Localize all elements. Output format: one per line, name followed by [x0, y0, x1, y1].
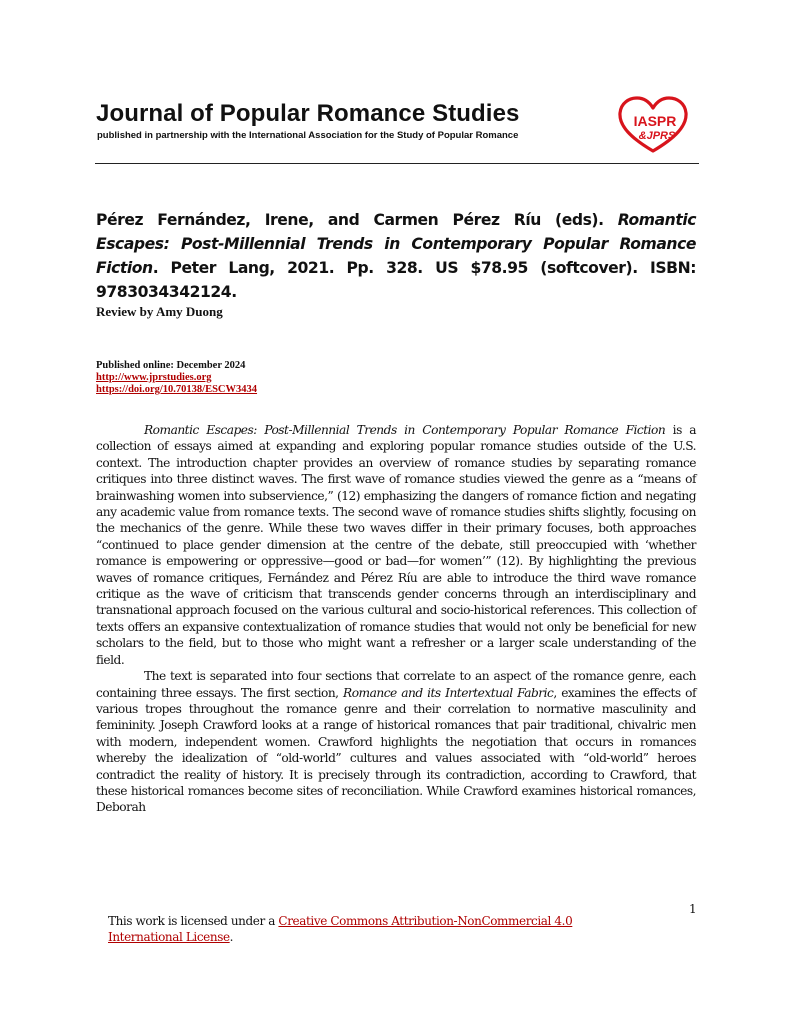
- header-divider: [95, 163, 699, 164]
- logo-text-iaspr: IASPR: [633, 113, 677, 129]
- p1-book-title: Romantic Escapes: Post-Millennial Trends in Contemporary Popular Romance Fiction: [144, 423, 666, 437]
- review-body: [96, 422, 696, 816]
- page-number: 1: [689, 902, 697, 916]
- citation-authors: Pérez Fernández, Irene, and Carmen Pérez Ríu (eds).: [96, 211, 604, 229]
- journal-site-link[interactable]: http://www.jprstudies.org: [96, 372, 212, 383]
- license-prefix: This work is licensed under a: [108, 914, 279, 928]
- journal-title: Journal of Popular Romance Studies: [96, 100, 520, 127]
- p2-text: , examines the effects of various tropes throughout the romance genre and their correlation to normative masculinity and femininity. Joseph Crawford looks at a range of historical romances that pair traditional, chivalric men with modern, independent women. Crawford highlights the negotiation that occurs in romances whereby the idealization of “old-world” cultures and values associated with “old-world” heroes contradict the reality of history. It is precisely through its contradiction, according to Crawford, that these historical romances become sites of reconciliation. While Crawford examines historical romances, Deborah: [96, 685, 696, 815]
- p2-section-title: Romance and its Intertextual Fabric: [343, 685, 554, 700]
- book-citation: [96, 208, 696, 304]
- logo-text-jprs: &JPRS: [638, 130, 676, 142]
- license-link[interactable]: Creative Commons Attribution-NonCommercial 4.0 International License: [108, 914, 573, 944]
- doi-link[interactable]: https://doi.org/10.70138/ESCW3434: [96, 384, 258, 395]
- p1-text: is a collection of essays aimed at expanding and exploring popular romance studies outside of the U.S. context. The introduction chapter provides an overview of romance studies by separating romance critiques into three distinct waves. The first wave of romance studies viewed the genre as a “means of brainwashing women into subservience,” (12) emphasizing the dangers of romance fiction and negating any academic value from romance texts. The second wave of romance studies shifts slightly, focusing on the mechanics of the genre. While these two waves differ in their primary focuses, both approaches “continued to place gender dimension at the centre of the debate, still preoccupied with ‘whether romance is empowering or oppressive—good or bad—for women’” (12). By highlighting the previous waves of romance critiques, Fernández and Pérez Ríu are able to introduce the third wave romance critique as the wave of criticism that transcends gender concerns through an interdisciplinary and transnational approach focused on the various cultural and socio-historical references. This collection of texts offers an expansive contextualization of romance studies that would not only be beneficial for new scholars to the field, but to those who might want a refresher or a larger scale understanding of the field.: [96, 423, 697, 667]
- license-notice: [108, 913, 628, 945]
- iaspr-jprs-logo: [617, 96, 689, 154]
- reviewer-line: Review by Amy Duong: [96, 304, 223, 319]
- paragraph-2: [96, 668, 696, 816]
- publication-info: [96, 360, 257, 396]
- license-suffix: .: [229, 930, 234, 944]
- journal-subtitle: published in partnership with the International Association for the Study of Popular Romance: [97, 130, 519, 141]
- published-date: Published online: December 2024: [96, 360, 246, 371]
- paragraph-1: [96, 422, 696, 668]
- p2-lead: The text is separated into four sections that correlate to an aspect of the romance genre, each containing three essays. The first section,: [96, 669, 696, 700]
- citation-book-title: Romantic Escapes: Post-Millennial Trends in Contemporary Popular Romance Fiction: [96, 211, 697, 277]
- citation-details: . Peter Lang, 2021. Pp. 328. US $78.95 (softcover). ISBN: 9783034342124.: [96, 259, 696, 301]
